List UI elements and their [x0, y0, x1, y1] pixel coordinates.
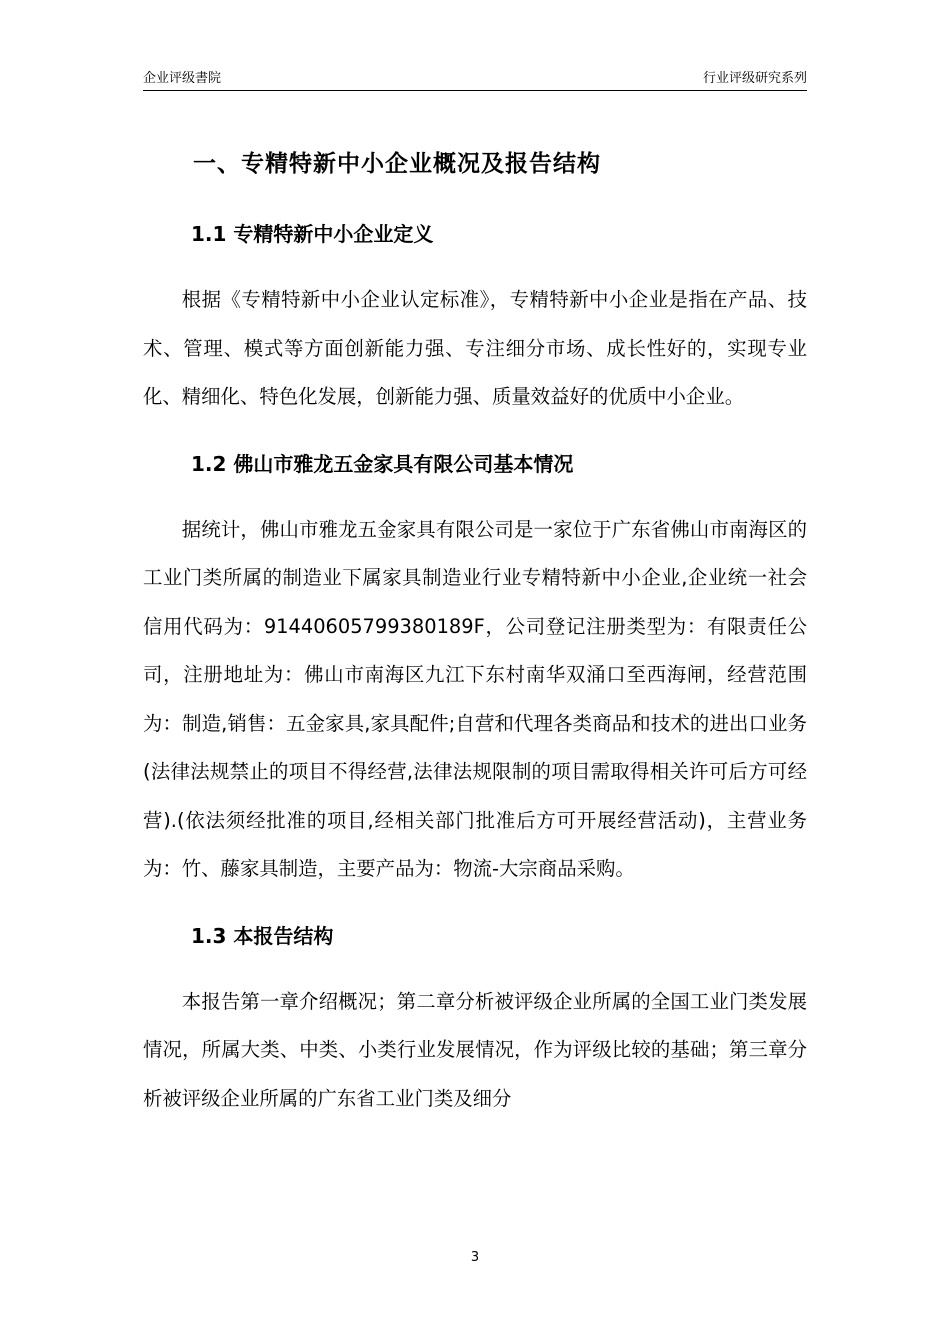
chapter-title: 一、专精特新中小企业概况及报告结构 [193, 151, 601, 177]
header-org-name: 企业评级書院 [143, 71, 222, 86]
section-paragraph-1-3: 本报告第一章介绍概况；第二章分析被评级企业所属的全国工业门类发展情况，所属大类、中类、小类行业发展情况，作为评级比较的基础；第三章分析被评级企业所属的广东省工业门类及细分 [143, 989, 807, 1110]
section-heading-1-1: 1.1 专精特新中小企业定义 [191, 222, 434, 246]
section-paragraph-1-2: 据统计，佛山市雅龙五金家具有限公司是一家位于广东省佛山市南海区的工业门类所属的制造业下属家具制造业行业专精特新中小企业,企业统一社会信用代码为：91440605799380189F，公司登记注册类型为：有限责任公司，注册地址为：佛山市南海区九江下东村南华双涌口至西海闸，经营范围为：制造,销售：五金家具,家具配件;自营和代理各类商品和技术的进出口业务(法律法规禁止的项目不得经营,法律法规限制的项目需取得相关许可后方可经营).(依法须经批准的项目,经相关部门批准后方可开展经营活动)，主营业务为：竹、藤家具制造，主要产品为：物流-大宗商品采购。 [143, 517, 807, 880]
document-body [143, 142, 807, 1145]
header-series-name: 行业评级研究系列 [702, 71, 807, 86]
page-number: 3 [470, 1250, 480, 1265]
section-paragraph-1-1: 根据《专精特新中小企业认定标准》，专精特新中小企业是指在产品、技术、管理、模式等方面创新能力强、专注细分市场、成长性好的，实现专业化、精细化、特色化发展，创新能力强、质量效益好的优质中小企业。 [143, 288, 807, 408]
section-heading-1-3: 1.3 本报告结构 [191, 923, 334, 948]
page-header [143, 64, 807, 91]
section-heading-1-2: 1.2 佛山市雅龙五金家具有限公司基本情况 [191, 451, 574, 476]
